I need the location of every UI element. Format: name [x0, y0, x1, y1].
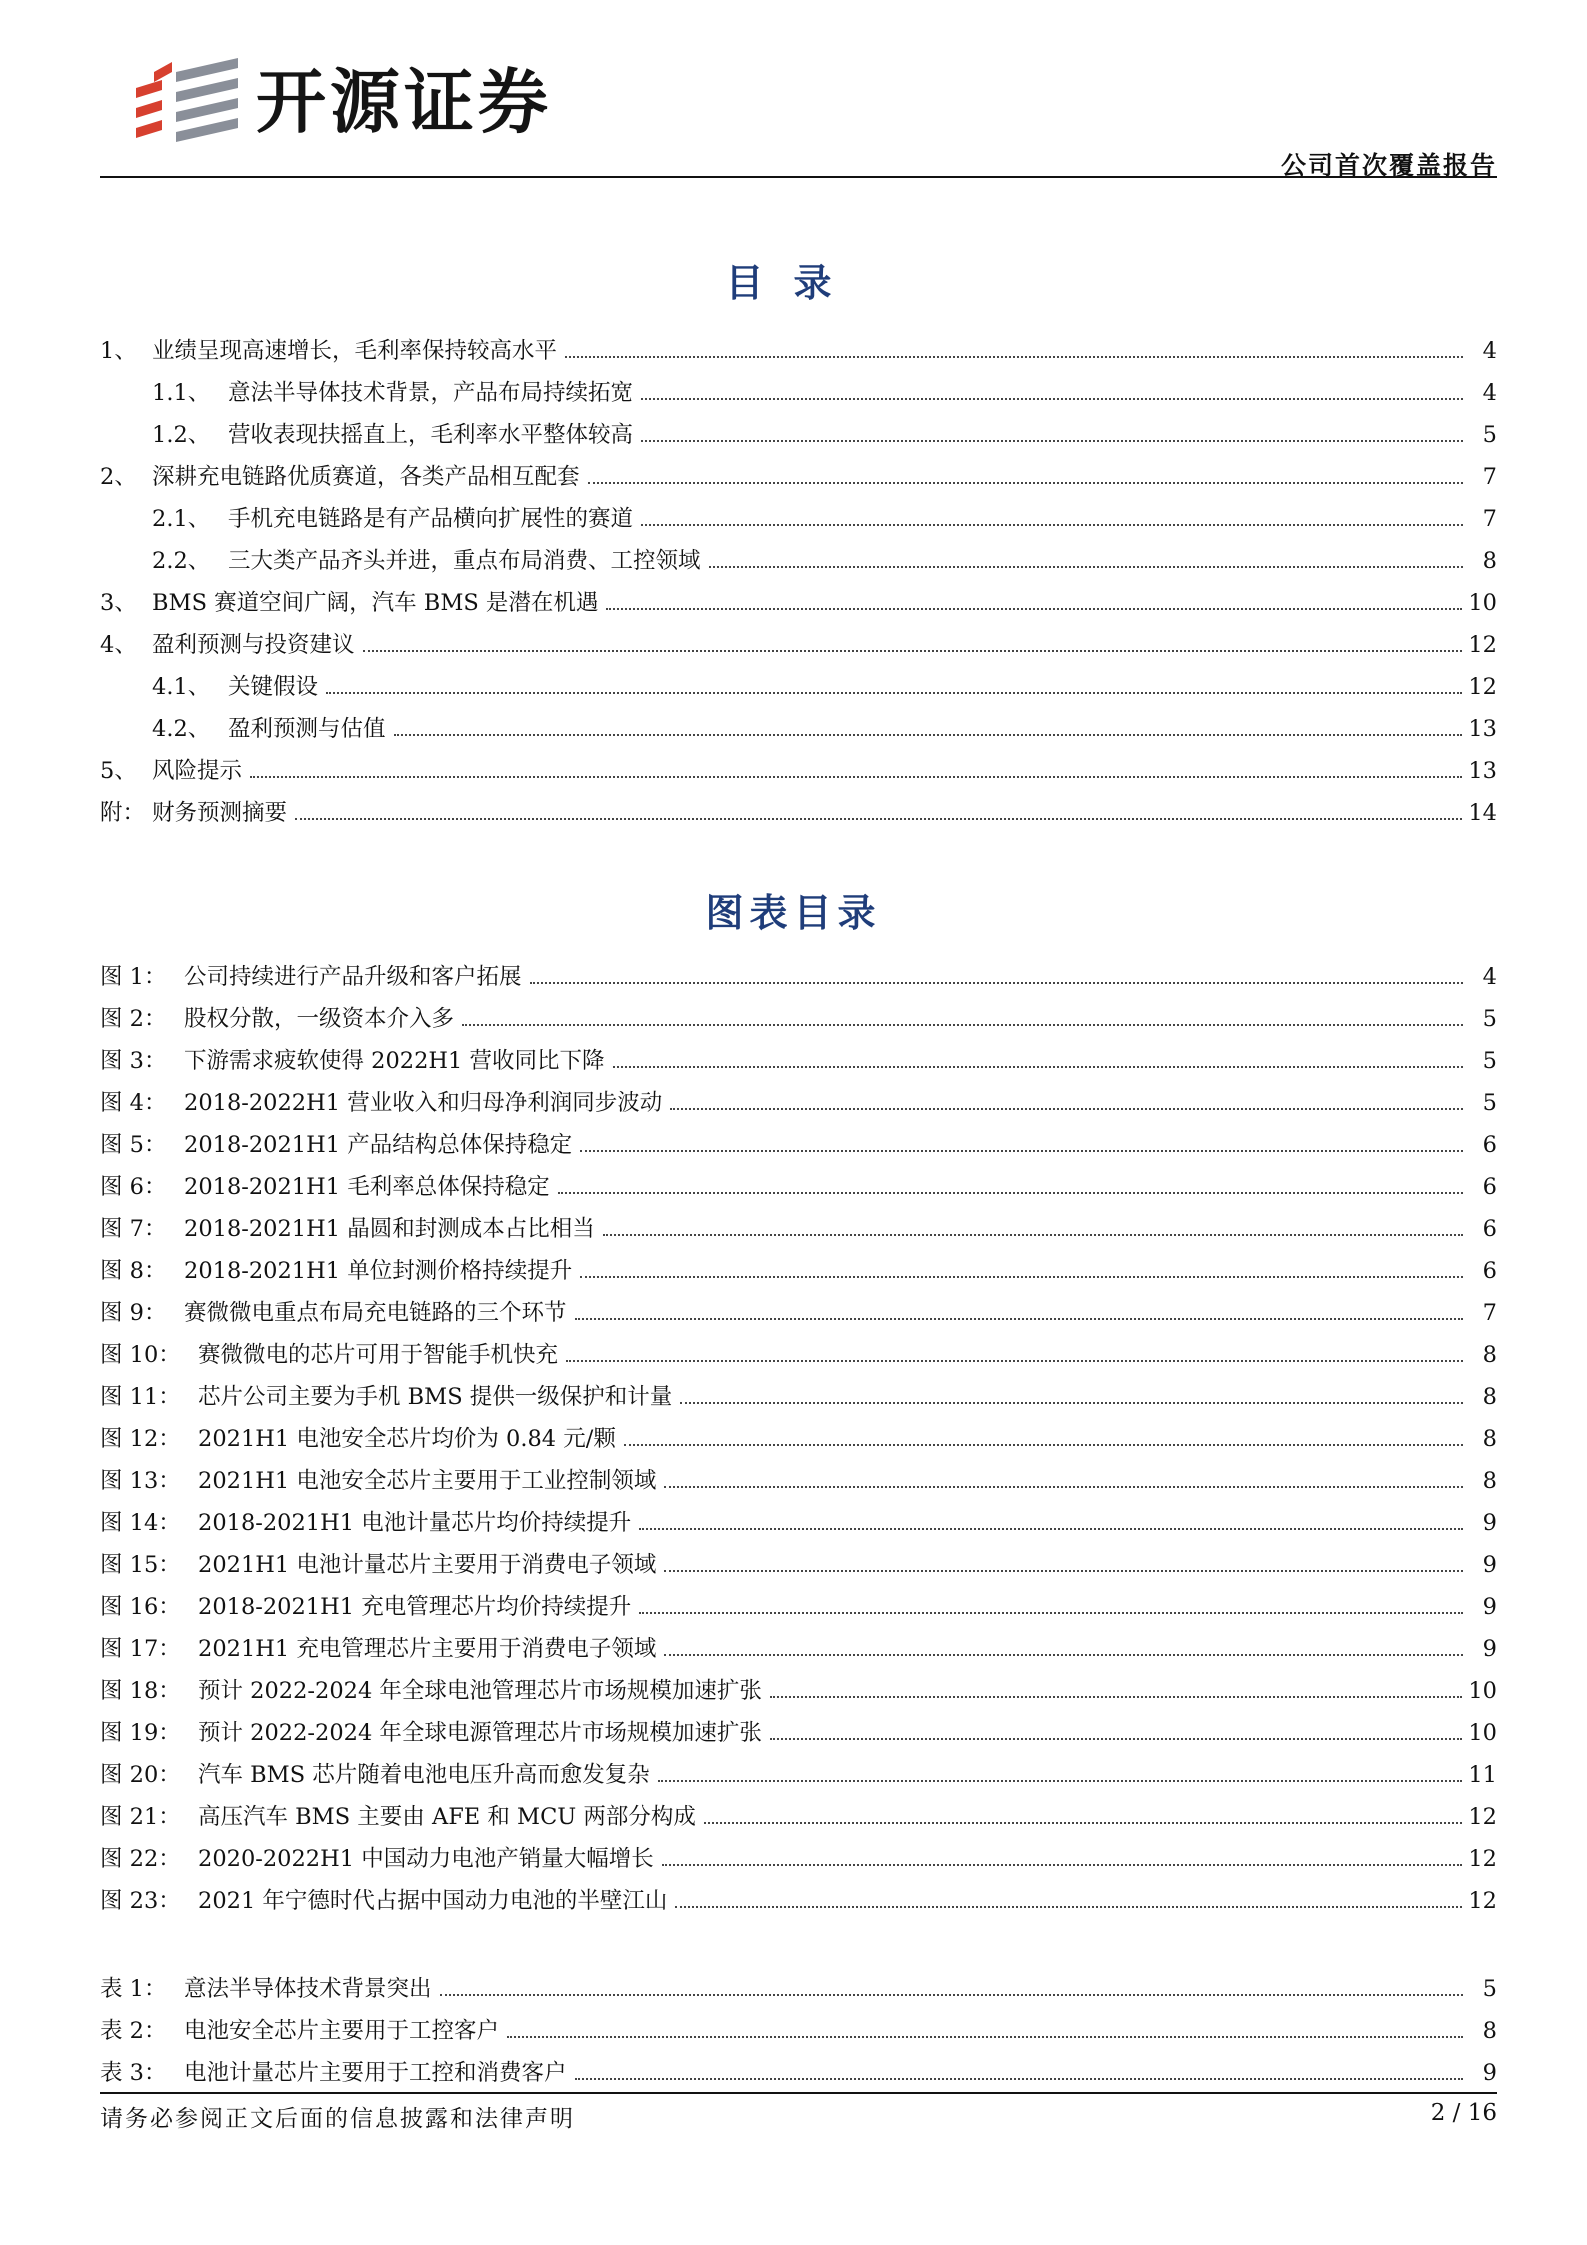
entry-number: 4、 — [100, 632, 137, 658]
entry-page-number: 8 — [1482, 1468, 1497, 1494]
figure-entry[interactable] — [100, 1620, 1497, 1662]
entry-label — [100, 1804, 696, 1830]
dot-leader — [680, 1402, 1463, 1404]
entry-number: 表 1： — [100, 1976, 167, 2002]
entry-page-number: 4 — [1482, 338, 1497, 364]
dot-leader — [624, 1444, 1463, 1446]
entry-title: 2018-2021H1 电池计量芯片均价持续提升 — [198, 1510, 632, 1536]
dot-leader — [295, 818, 1462, 820]
entry-label — [100, 632, 355, 658]
dot-leader — [704, 1822, 1462, 1824]
entry-page-number: 8 — [1482, 1342, 1497, 1368]
entry-title: 风险提示 — [152, 758, 243, 784]
figure-entry[interactable] — [100, 1326, 1497, 1368]
entry-page-number: 6 — [1482, 1258, 1497, 1284]
dot-leader — [662, 1864, 1463, 1866]
entry-label — [100, 1426, 616, 1452]
entry-number: 图 22： — [100, 1846, 181, 1872]
figure-entry[interactable] — [100, 1074, 1497, 1116]
figure-entry[interactable] — [100, 1452, 1497, 1494]
entry-page-number: 4 — [1482, 964, 1497, 990]
entry-title: 赛微微电的芯片可用于智能手机快充 — [198, 1342, 559, 1368]
entry-number: 图 8： — [100, 1258, 167, 1284]
entry-page-number: 13 — [1468, 716, 1497, 742]
dot-leader — [658, 1780, 1463, 1782]
figure-entry[interactable] — [100, 1578, 1497, 1620]
figure-entry[interactable] — [100, 1788, 1497, 1830]
entry-page-number: 7 — [1482, 506, 1497, 532]
entry-page-number: 5 — [1482, 1048, 1497, 1074]
dot-leader — [394, 734, 1463, 736]
toc-entry[interactable] — [100, 574, 1497, 616]
dot-leader — [558, 1192, 1463, 1194]
entry-number: 4.1、 — [152, 674, 211, 700]
dot-leader — [770, 1738, 1462, 1740]
entry-label — [100, 1468, 656, 1494]
entry-page-number: 11 — [1468, 1762, 1497, 1788]
entry-number: 图 3： — [100, 1048, 167, 1074]
dot-leader — [580, 1276, 1463, 1278]
figure-entry[interactable] — [100, 1830, 1497, 1872]
entry-label — [100, 1594, 631, 1620]
entry-number: 图 4： — [100, 1090, 167, 1116]
entry-number: 2.2、 — [152, 548, 211, 574]
entry-label — [100, 1342, 558, 1368]
entry-number: 图 23： — [100, 1888, 181, 1914]
entry-number: 3、 — [100, 590, 137, 616]
entry-number: 图 21： — [100, 1804, 181, 1830]
entry-title: 2018-2021H1 充电管理芯片均价持续提升 — [198, 1594, 632, 1620]
entry-number: 1、 — [100, 338, 137, 364]
page-number: 2 / 16 — [1430, 2100, 1497, 2126]
entry-page-number: 10 — [1468, 1720, 1497, 1746]
dot-leader — [565, 356, 1463, 358]
entry-number: 5、 — [100, 758, 137, 784]
entry-title: 2020-2022H1 中国动力电池产销量大幅增长 — [198, 1846, 654, 1872]
entry-title: 2021H1 充电管理芯片主要用于消费电子领域 — [198, 1636, 657, 1662]
entry-title: 电池安全芯片主要用于工控客户 — [184, 2018, 500, 2044]
entry-page-number: 5 — [1482, 1006, 1497, 1032]
figure-entry[interactable] — [100, 1536, 1497, 1578]
entry-number: 图 12： — [100, 1426, 181, 1452]
report-type-label: 公司首次覆盖报告 — [1280, 151, 1497, 180]
toc-entry[interactable] — [100, 700, 1497, 742]
entry-label — [100, 1888, 667, 1914]
entry-number: 附： — [100, 800, 146, 826]
entry-title: 预计 2022-2024 年全球电池管理芯片市场规模加速扩张 — [198, 1678, 762, 1704]
entry-title: 深耕充电链路优质赛道，各类产品相互配套 — [152, 464, 580, 490]
entry-label — [100, 1976, 432, 2002]
entry-title: 营收表现扶摇直上，毛利率水平整体较高 — [228, 422, 634, 448]
entry-title: 2021H1 电池安全芯片均价为 0.84 元/颗 — [198, 1426, 616, 1452]
figure-entry[interactable] — [100, 1032, 1497, 1074]
entry-label — [100, 800, 287, 826]
entry-title: 2021H1 电池计量芯片主要用于消费电子领域 — [198, 1552, 657, 1578]
entry-number: 4.2、 — [152, 716, 211, 742]
toc-entry[interactable] — [100, 658, 1497, 700]
entry-label — [100, 1174, 550, 1200]
entry-label — [100, 1132, 572, 1158]
entry-label — [100, 2018, 499, 2044]
figure-entry[interactable] — [100, 1662, 1497, 1704]
dot-leader — [575, 1318, 1463, 1320]
dot-leader — [507, 2036, 1463, 2038]
toc-entry[interactable] — [100, 364, 1497, 406]
footer-divider — [100, 2092, 1497, 2094]
entry-number: 图 7： — [100, 1216, 167, 1242]
toc-entry[interactable] — [100, 490, 1497, 532]
entry-page-number: 14 — [1468, 800, 1497, 826]
entry-page-number: 5 — [1482, 1090, 1497, 1116]
entry-label — [152, 506, 633, 532]
entry-title: 下游需求疲软使得 2022H1 营收同比下降 — [184, 1048, 605, 1074]
entry-title: 预计 2022-2024 年全球电源管理芯片市场规模加速扩张 — [198, 1720, 762, 1746]
entry-page-number: 9 — [1482, 1594, 1497, 1620]
entry-number: 图 17： — [100, 1636, 181, 1662]
figure-entry[interactable] — [100, 1242, 1497, 1284]
dot-leader — [709, 566, 1463, 568]
figure-entry[interactable] — [100, 1872, 1497, 1914]
entry-page-number: 9 — [1482, 1552, 1497, 1578]
entry-number: 表 3： — [100, 2060, 167, 2086]
logo-text: 开源证券 — [256, 61, 552, 143]
entry-label — [100, 1300, 567, 1326]
entry-page-number: 6 — [1482, 1216, 1497, 1242]
entry-label — [100, 1006, 454, 1032]
dot-leader — [641, 524, 1463, 526]
dot-leader — [606, 608, 1462, 610]
dot-leader — [639, 1612, 1463, 1614]
toc-entry[interactable] — [100, 784, 1497, 826]
entry-number: 图 14： — [100, 1510, 181, 1536]
dot-leader — [462, 1024, 1463, 1026]
dot-leader — [639, 1528, 1463, 1530]
entry-label — [100, 1762, 650, 1788]
entry-title: 赛微微电重点布局充电链路的三个环节 — [184, 1300, 567, 1326]
entry-page-number: 8 — [1482, 1426, 1497, 1452]
figure-entry[interactable] — [100, 1746, 1497, 1788]
dot-leader — [588, 482, 1463, 484]
entry-label — [100, 338, 557, 364]
entry-label — [152, 716, 386, 742]
dot-leader — [670, 1108, 1463, 1110]
figure-list — [100, 948, 1497, 1914]
entry-title: 高压汽车 BMS 主要由 AFE 和 MCU 两部分构成 — [198, 1804, 696, 1830]
dot-leader — [440, 1994, 1463, 1996]
entry-title: 股权分散，一级资本介入多 — [184, 1006, 455, 1032]
entry-page-number: 8 — [1482, 548, 1497, 574]
entry-label — [100, 1048, 605, 1074]
figure-entry[interactable] — [100, 1158, 1497, 1200]
entry-label — [100, 1216, 595, 1242]
table-list — [100, 1960, 1497, 2086]
entry-title: 意法半导体技术背景突出 — [184, 1976, 432, 2002]
dot-leader — [641, 440, 1463, 442]
kaiyuan-logo-icon — [132, 58, 242, 146]
entry-number: 2、 — [100, 464, 137, 490]
table-entry[interactable] — [100, 1960, 1497, 2002]
entry-page-number: 12 — [1468, 1804, 1497, 1830]
table-entry[interactable] — [100, 2044, 1497, 2086]
entry-number: 图 10： — [100, 1342, 181, 1368]
entry-title: 盈利预测与投资建议 — [152, 632, 355, 658]
entry-label — [100, 1552, 656, 1578]
entry-label — [100, 1636, 656, 1662]
header-divider — [100, 176, 1497, 178]
entry-title: 2018-2021H1 晶圆和封测成本占比相当 — [184, 1216, 595, 1242]
dot-leader — [664, 1486, 1463, 1488]
figure-list-title: 图表目录 — [705, 891, 882, 935]
entry-label — [100, 1090, 662, 1116]
entry-page-number: 5 — [1482, 422, 1497, 448]
table-entry[interactable] — [100, 2002, 1497, 2044]
entry-number: 图 19： — [100, 1720, 181, 1746]
entry-title: 汽车 BMS 芯片随着电池电压升高而愈发复杂 — [198, 1762, 650, 1788]
entry-title: 芯片公司主要为手机 BMS 提供一级保护和计量 — [198, 1384, 673, 1410]
figure-entry[interactable] — [100, 1704, 1497, 1746]
entry-label — [152, 674, 318, 700]
dot-leader — [770, 1696, 1462, 1698]
toc-entry[interactable] — [100, 448, 1497, 490]
entry-title: 公司持续进行产品升级和客户拓展 — [184, 964, 522, 990]
entry-page-number: 12 — [1468, 674, 1497, 700]
entry-page-number: 12 — [1468, 1846, 1497, 1872]
figure-entry[interactable] — [100, 1368, 1497, 1410]
toc-entry[interactable] — [100, 322, 1497, 364]
entry-label — [100, 2060, 567, 2086]
entry-page-number: 6 — [1482, 1174, 1497, 1200]
entry-label — [100, 1258, 572, 1284]
entry-title: 2021H1 电池安全芯片主要用于工业控制领域 — [198, 1468, 657, 1494]
entry-label — [100, 1678, 762, 1704]
dot-leader — [363, 650, 1463, 652]
figure-entry[interactable] — [100, 1494, 1497, 1536]
dot-leader — [603, 1234, 1463, 1236]
entry-page-number: 9 — [1482, 1510, 1497, 1536]
entry-label — [152, 422, 633, 448]
entry-page-number: 10 — [1468, 1678, 1497, 1704]
entry-page-number: 12 — [1468, 632, 1497, 658]
dot-leader — [530, 982, 1463, 984]
entry-number: 1.1、 — [152, 380, 211, 406]
entry-page-number: 13 — [1468, 758, 1497, 784]
entry-number: 图 1： — [100, 964, 167, 990]
toc-list — [100, 322, 1497, 826]
entry-page-number: 7 — [1482, 1300, 1497, 1326]
company-logo — [132, 58, 562, 148]
entry-number: 1.2、 — [152, 422, 211, 448]
entry-label — [100, 964, 522, 990]
entry-page-number: 4 — [1482, 380, 1497, 406]
toc-title: 目录 — [725, 261, 862, 305]
toc-entry[interactable] — [100, 742, 1497, 784]
entry-title: 2021 年宁德时代占据中国动力电池的半壁江山 — [198, 1888, 668, 1914]
entry-title: 2018-2022H1 营业收入和归母净利润同步波动 — [184, 1090, 663, 1116]
dot-leader — [641, 398, 1463, 400]
dot-leader — [326, 692, 1462, 694]
figure-entry[interactable] — [100, 990, 1497, 1032]
entry-number: 图 16： — [100, 1594, 181, 1620]
dot-leader — [580, 1150, 1463, 1152]
entry-label — [100, 464, 580, 490]
entry-page-number: 12 — [1468, 1888, 1497, 1914]
entry-number: 图 11： — [100, 1384, 181, 1410]
entry-number: 图 15： — [100, 1552, 181, 1578]
figure-entry[interactable] — [100, 948, 1497, 990]
entry-title: 手机充电链路是有产品横向扩展性的赛道 — [228, 506, 634, 532]
dot-leader — [566, 1360, 1463, 1362]
dot-leader — [664, 1654, 1463, 1656]
dot-leader — [675, 1906, 1462, 1908]
entry-number: 图 9： — [100, 1300, 167, 1326]
entry-label — [100, 1720, 762, 1746]
entry-page-number: 9 — [1482, 2060, 1497, 2086]
entry-number: 2.1、 — [152, 506, 211, 532]
entry-title: 2018-2021H1 产品结构总体保持稳定 — [184, 1132, 573, 1158]
entry-page-number: 6 — [1482, 1132, 1497, 1158]
entry-title: 意法半导体技术背景，产品布局持续拓宽 — [228, 380, 634, 406]
entry-number: 图 18： — [100, 1678, 181, 1704]
entry-label — [152, 548, 701, 574]
entry-title: 三大类产品齐头并进，重点布局消费、工控领域 — [228, 548, 701, 574]
toc-entry[interactable] — [100, 616, 1497, 658]
entry-number: 图 20： — [100, 1762, 181, 1788]
entry-label — [100, 1510, 631, 1536]
entry-title: 盈利预测与估值 — [228, 716, 386, 742]
entry-page-number: 10 — [1468, 590, 1497, 616]
entry-title: 2018-2021H1 毛利率总体保持稳定 — [184, 1174, 550, 1200]
entry-title: BMS 赛道空间广阔，汽车 BMS 是潜在机遇 — [152, 590, 599, 616]
entry-page-number: 7 — [1482, 464, 1497, 490]
entry-title: 电池计量芯片主要用于工控和消费客户 — [184, 2060, 567, 2086]
entry-number: 图 13： — [100, 1468, 181, 1494]
entry-page-number: 5 — [1482, 1976, 1497, 2002]
entry-title: 业绩呈现高速增长，毛利率保持较高水平 — [152, 338, 558, 364]
footer-disclaimer: 请务必参阅正文后面的信息披露和法律声明 — [100, 2106, 575, 2132]
dot-leader — [250, 776, 1462, 778]
entry-title: 关键假设 — [228, 674, 319, 700]
entry-page-number: 8 — [1482, 2018, 1497, 2044]
figure-entry[interactable] — [100, 1410, 1497, 1452]
figure-entry[interactable] — [100, 1284, 1497, 1326]
entry-page-number: 8 — [1482, 1384, 1497, 1410]
entry-page-number: 9 — [1482, 1636, 1497, 1662]
entry-label — [100, 1384, 672, 1410]
entry-title: 财务预测摘要 — [152, 800, 288, 826]
figure-entry[interactable] — [100, 1200, 1497, 1242]
entry-label — [100, 1846, 654, 1872]
entry-number: 图 5： — [100, 1132, 167, 1158]
entry-title: 2018-2021H1 单位封测价格持续提升 — [184, 1258, 573, 1284]
entry-label — [152, 380, 633, 406]
entry-number: 表 2： — [100, 2018, 167, 2044]
dot-leader — [575, 2078, 1463, 2080]
toc-entry[interactable] — [100, 406, 1497, 448]
entry-number: 图 2： — [100, 1006, 167, 1032]
entry-label — [100, 590, 598, 616]
toc-entry[interactable] — [100, 532, 1497, 574]
figure-entry[interactable] — [100, 1116, 1497, 1158]
entry-label — [100, 758, 242, 784]
entry-number: 图 6： — [100, 1174, 167, 1200]
dot-leader — [664, 1570, 1463, 1572]
dot-leader — [613, 1066, 1463, 1068]
